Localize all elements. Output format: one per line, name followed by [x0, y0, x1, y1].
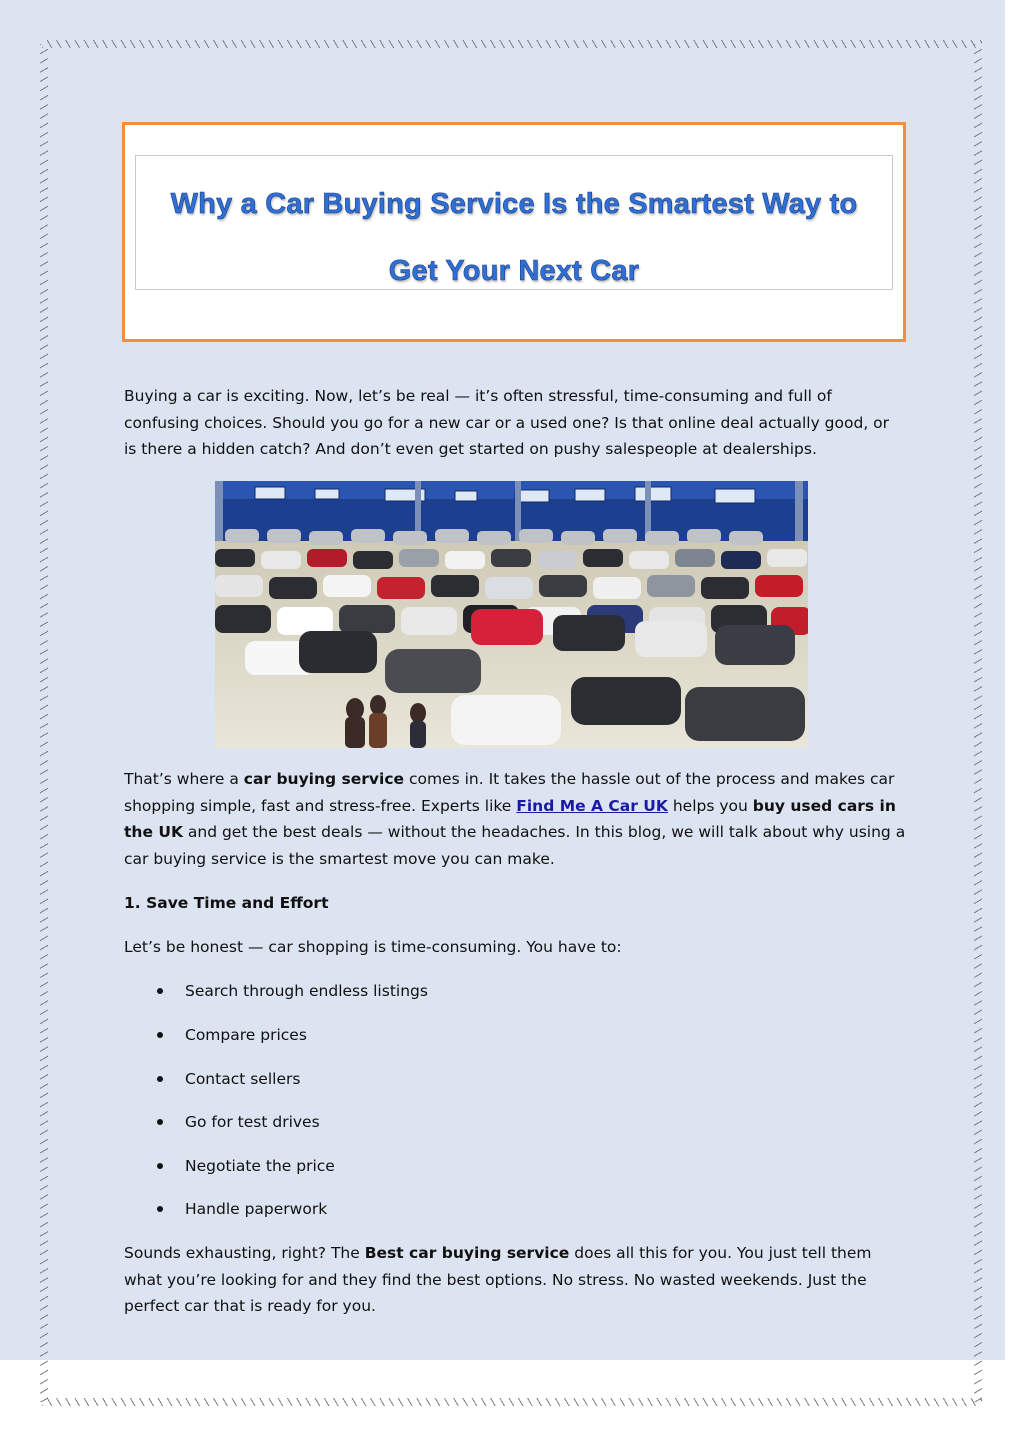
list-item-text: Handle paperwork — [185, 1200, 328, 1218]
paragraph-text: comes in. It takes the hassle out of the process and makes car shopping simple, fast and stress-free. Experts like — [124, 770, 895, 815]
closing-paragraph — [124, 1240, 906, 1320]
explanation-paragraph — [124, 766, 906, 872]
bullet-icon — [157, 1163, 163, 1169]
paragraph-text: Sounds exhausting, right? The — [124, 1244, 365, 1262]
page-border-right — [974, 44, 982, 1402]
list-item-text: Negotiate the price — [185, 1157, 335, 1175]
bullet-icon — [157, 1119, 163, 1125]
section-heading: 1. Save Time and Effort — [124, 894, 329, 912]
list-item-text: Go for test drives — [185, 1113, 320, 1131]
bullet-icon — [157, 1206, 163, 1212]
list-item — [124, 1066, 824, 1092]
title-inner-frame — [135, 155, 893, 290]
bold-phrase: Best car buying service — [364, 1244, 570, 1262]
title-box — [122, 122, 906, 342]
bold-phrase: buy used cars in the UK — [124, 796, 896, 841]
find-me-a-car-link[interactable]: Find Me A Car UK — [516, 796, 668, 815]
bullet-icon — [157, 1076, 163, 1082]
list-lead-in: Let’s be honest — car shopping is time-consuming. You have to: — [124, 938, 622, 956]
paragraph-text: helps you — [667, 796, 753, 815]
paragraph-text: does all this for you. You just tell them what you’re looking for and they find the best options. No stress. No wasted weekends. Just the perfect car that is ready for you. — [124, 1244, 872, 1315]
list-item — [124, 1109, 824, 1135]
page-border-left — [40, 44, 48, 1402]
car-showroom-photo — [215, 481, 808, 748]
page-border-bottom — [42, 1398, 982, 1406]
page-title-line-2: Get Your Next Car — [388, 255, 640, 287]
paragraph-text: and get the best deals — without the headaches. In this blog, we will talk about why using a car buying service is the smartest move you can make. — [124, 823, 906, 868]
page-border-top — [42, 40, 982, 48]
list-item-text: Search through endless listings — [185, 982, 428, 1000]
list-item — [124, 1022, 824, 1048]
paragraph-text: That’s where a — [124, 770, 244, 788]
list-item — [124, 978, 824, 1004]
bullet-icon — [157, 988, 163, 994]
intro-paragraph: Buying a car is exciting. Now, let’s be real — it’s often stressful, time-consuming and full of confusing choices. Should you go for a new car or a used one? Is that online deal actually good, or is there a hidden catch? And don’t even get started on pushy salespeople at dealerships. — [124, 387, 890, 458]
list-item-text: Contact sellers — [185, 1070, 301, 1088]
list-item-text: Compare prices — [185, 1026, 307, 1044]
page-title-line-1: Why a Car Buying Service Is the Smartest Way to — [170, 188, 858, 220]
bold-phrase: car buying service — [243, 770, 405, 788]
list-item — [124, 1196, 824, 1222]
bullet-icon — [157, 1032, 163, 1038]
list-item — [124, 1153, 824, 1179]
